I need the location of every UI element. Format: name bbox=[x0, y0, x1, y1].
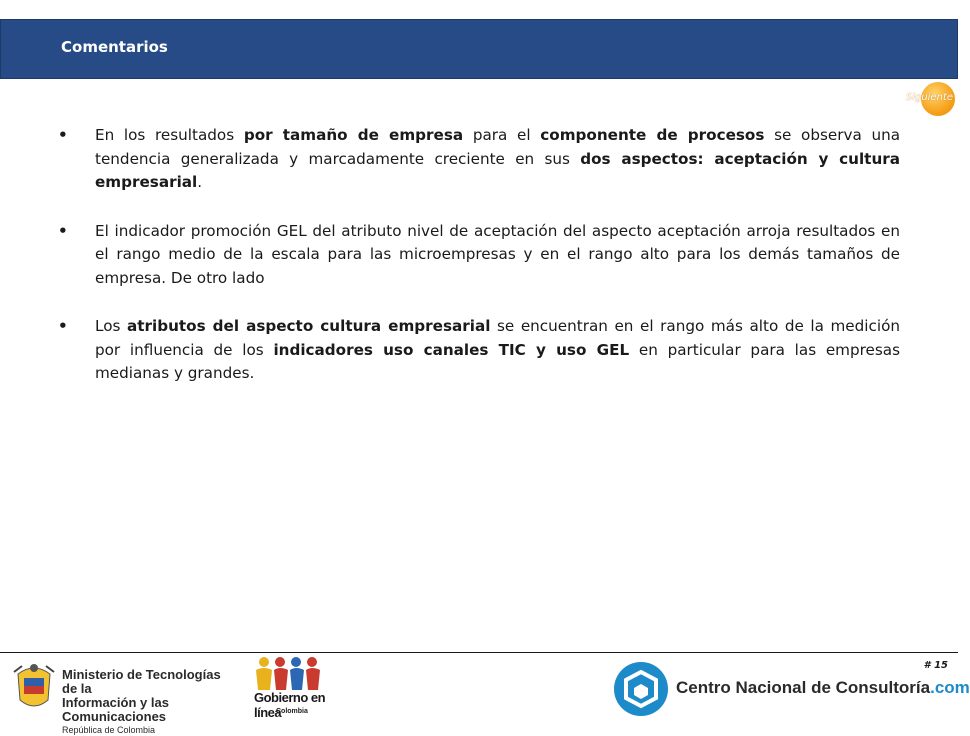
comments-list bbox=[58, 124, 900, 411]
gel-country: Colombia bbox=[276, 708, 308, 715]
mintic-logo bbox=[12, 660, 222, 735]
cnc-domain-suffix: .com bbox=[930, 678, 970, 697]
mintic-line-1: Ministerio de Tecnologías de la bbox=[62, 667, 221, 696]
gel-people-icon bbox=[250, 656, 334, 692]
bullet-text: se encuentran en el rango más alto de la medición por influencia de los bbox=[95, 317, 900, 359]
bullet-text: Los bbox=[95, 317, 127, 335]
page-number: # 15 bbox=[923, 660, 948, 671]
bullet-icon: • bbox=[58, 317, 68, 335]
bullet-text: para el bbox=[463, 126, 541, 144]
cnc-cube-icon bbox=[614, 662, 668, 716]
next-button-label: Siguiente bbox=[905, 92, 953, 103]
bullet-icon: • bbox=[58, 221, 68, 240]
mintic-line-3: República de Colombia bbox=[62, 725, 156, 735]
page-title: Comentarios bbox=[61, 38, 168, 56]
cnc-name-text: Centro Nacional de Consultoría bbox=[676, 678, 931, 697]
header-bar bbox=[0, 19, 958, 79]
bullet-text-bold: indicadores uso canales TIC y uso GEL bbox=[273, 340, 630, 359]
comment-bullet-item bbox=[58, 220, 900, 291]
gobierno-en-linea-logo bbox=[250, 656, 334, 718]
bullet-text-bold: atributos del aspecto cultura empresarial bbox=[127, 317, 491, 335]
mintic-line-2: Información y las Comunicaciones bbox=[62, 695, 169, 724]
bullet-text-bold: componente de procesos bbox=[540, 126, 765, 144]
colombia-coat-of-arms-icon bbox=[12, 660, 56, 716]
bullet-icon: • bbox=[58, 126, 68, 144]
bullet-text: se observa una tendencia generalizada y marcadamente creciente en sus bbox=[95, 126, 901, 168]
bullet-text: en particular para las empresas medianas y grandes. bbox=[95, 340, 901, 382]
comment-bullet-item bbox=[58, 315, 900, 386]
cnc-name bbox=[676, 678, 970, 698]
bullet-text-bold: por tamaño de empresa bbox=[243, 126, 464, 144]
mintic-text bbox=[62, 668, 222, 736]
bullet-text-bold: dos aspectos: aceptación y cultura empresarial bbox=[95, 149, 900, 191]
comment-bullet-item bbox=[58, 124, 900, 195]
bullet-text: El indicador promoción GEL del atributo nivel de aceptación del aspecto aceptación arroja resultados en el rango medio de la escala para las microempresas y en el rango alto para los demás tamaños de empresa. De otro lado bbox=[95, 221, 900, 287]
bullet-text: En los resultados bbox=[95, 126, 244, 144]
footer-divider bbox=[0, 652, 958, 653]
next-button[interactable] bbox=[897, 82, 957, 116]
bullet-text: . bbox=[197, 173, 203, 191]
gel-name: Gobierno en línea bbox=[254, 690, 326, 720]
